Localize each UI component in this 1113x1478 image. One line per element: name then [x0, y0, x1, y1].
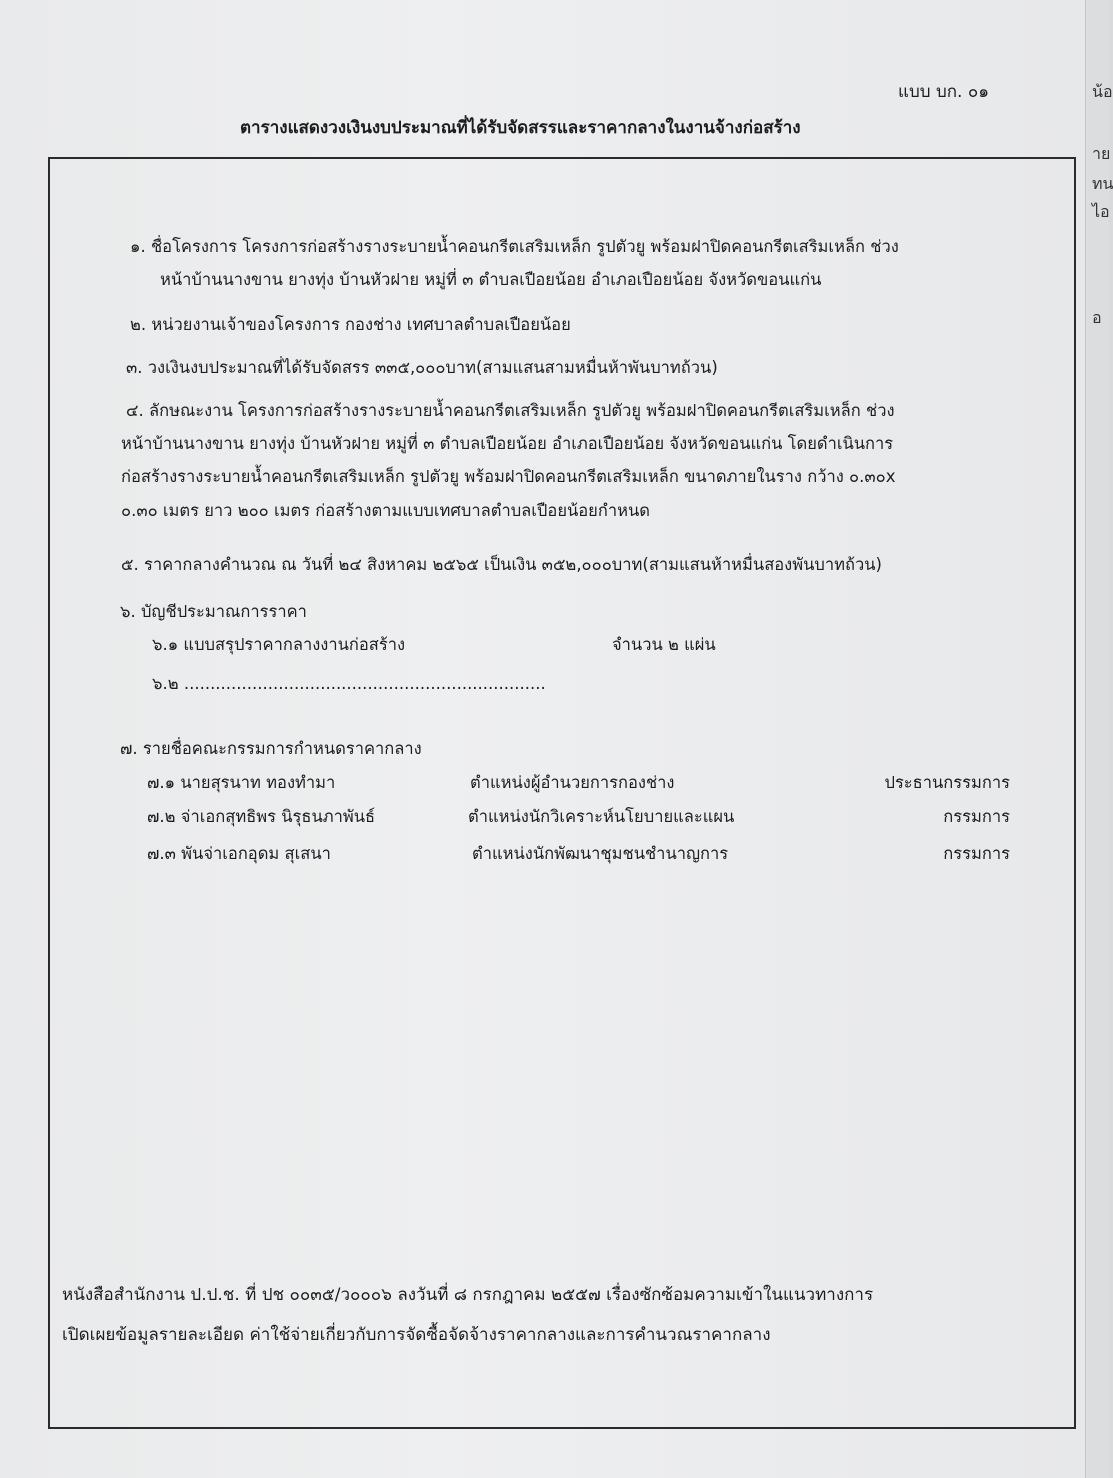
item-4-line-3: ก่อสร้างรางระบายน้ำคอนกรีตเสริมเหล็ก รูปตัวยู พร้อมฝาปิดคอนกรีตเสริมเหล็ก ขนาดภายในราง กว้าง ๐.๓๐x — [121, 467, 896, 486]
edge-fragment: ไอ — [1092, 202, 1110, 221]
item-5: ๕. ราคากลางคำนวณ ณ วันที่ ๒๔ สิงหาคม ๒๕๖๕ เป็นเงิน ๓๕๒,๐๐๐บาท(สามแสนห้าหมื่นสองพันบาทถ้วน) — [121, 555, 882, 574]
item-7-heading: ๗. รายชื่อคณะกรรมการกำหนดราคากลาง — [120, 739, 422, 758]
item-6-1-label: ๖.๑ แบบสรุปราคากลางงานก่อสร้าง — [152, 635, 406, 654]
item-4-line-2: หน้าบ้านนางขาน ยางทุ่ง บ้านหัวฝาย หมู่ที่ ๓ ตำบลเปือยน้อย อำเภอเปือยน้อย จังหวัดขอนแก่น โดยดำเนินการ — [121, 434, 894, 453]
edge-fragment: อ — [1092, 308, 1102, 327]
edge-fragment: น้อ — [1092, 82, 1113, 101]
footer-note-line-1: หนังสือสำนักงาน ป.ป.ช. ที่ ปช ๐๐๓๕/ว๐๐๐๖ ลงวันที่ ๘ กรกฎาคม ๒๕๕๗ เรื่องซักซ้อมความเข้าในแนวทางการ — [62, 1285, 874, 1305]
committee-role-1: ประธานกรรมการ — [884, 773, 1010, 792]
edge-fragment: าย — [1092, 144, 1111, 163]
item-6-1-quantity: จำนวน ๒ แผ่น — [612, 635, 716, 654]
next-page-edge — [1085, 0, 1113, 1478]
item-6-2-label: ๖.๒ ..................................................................... — [152, 674, 546, 693]
committee-name-1: ๗.๑ นายสุรนาท ทองทำมา — [147, 773, 336, 792]
item-1-line-1: ๑. ชื่อโครงการ โครงการก่อสร้างรางระบายน้ำคอนกรีตเสริมเหล็ก รูปตัวยู พร้อมฝาปิดคอนกรีตเสริมเหล็ก ช่วง — [130, 237, 899, 256]
committee-position-1: ตำแหน่งผู้อำนวยการกองช่าง — [470, 773, 675, 792]
item-4-line-4: ๐.๓๐ เมตร ยาว ๒๐๐ เมตร ก่อสร้างตามแบบเทศบาลตำบลเปือยน้อยกำหนด — [121, 501, 650, 520]
form-code: แบบ บก. ๐๑ — [898, 82, 990, 102]
item-6-heading: ๖. บัญชีประมาณการราคา — [120, 602, 307, 621]
item-3: ๓. วงเงินงบประมาณที่ได้รับจัดสรร ๓๓๕,๐๐๐บาท(สามแสนสามหมื่นห้าพันบาทถ้วน) — [126, 358, 718, 377]
committee-position-3: ตำแหน่งนักพัฒนาชุมชนชำนาญการ — [472, 844, 729, 863]
item-2: ๒. หน่วยงานเจ้าของโครงการ กองช่าง เทศบาลตำบลเปือยน้อย — [130, 315, 571, 334]
committee-name-3: ๗.๓ พันจ่าเอกอุดม สุเสนา — [147, 844, 331, 863]
edge-fragment: ทน — [1092, 174, 1113, 193]
footer-note-line-2: เปิดเผยข้อมูลรายละเอียด ค่าใช้จ่ายเกี่ยวกับการจัดซื้อจัดจ้างราคากลางและการคำนวณราคากลาง — [62, 1325, 771, 1345]
item-4-line-1: ๔. ลักษณะงาน โครงการก่อสร้างรางระบายน้ำคอนกรีตเสริมเหล็ก รูปตัวยู พร้อมฝาปิดคอนกรีตเสริมเหล็ก ช่วง — [126, 401, 895, 420]
committee-role-3: กรรมการ — [943, 844, 1010, 863]
document-title: ตารางแสดงวงเงินงบประมาณที่ได้รับจัดสรรและราคากลางในงานจ้างก่อสร้าง — [240, 118, 801, 138]
committee-role-2: กรรมการ — [943, 807, 1010, 826]
item-1-line-2: หน้าบ้านนางขาน ยางทุ่ง บ้านหัวฝาย หมู่ที่ ๓ ตำบลเปือยน้อย อำเภอเปือยน้อย จังหวัดขอนแก่น — [160, 270, 822, 289]
committee-name-2: ๗.๒ จ่าเอกสุทธิพร นิรุธนภาพันธ์ — [147, 807, 376, 826]
committee-position-2: ตำแหน่งนักวิเคราะห์นโยบายและแผน — [468, 807, 735, 826]
